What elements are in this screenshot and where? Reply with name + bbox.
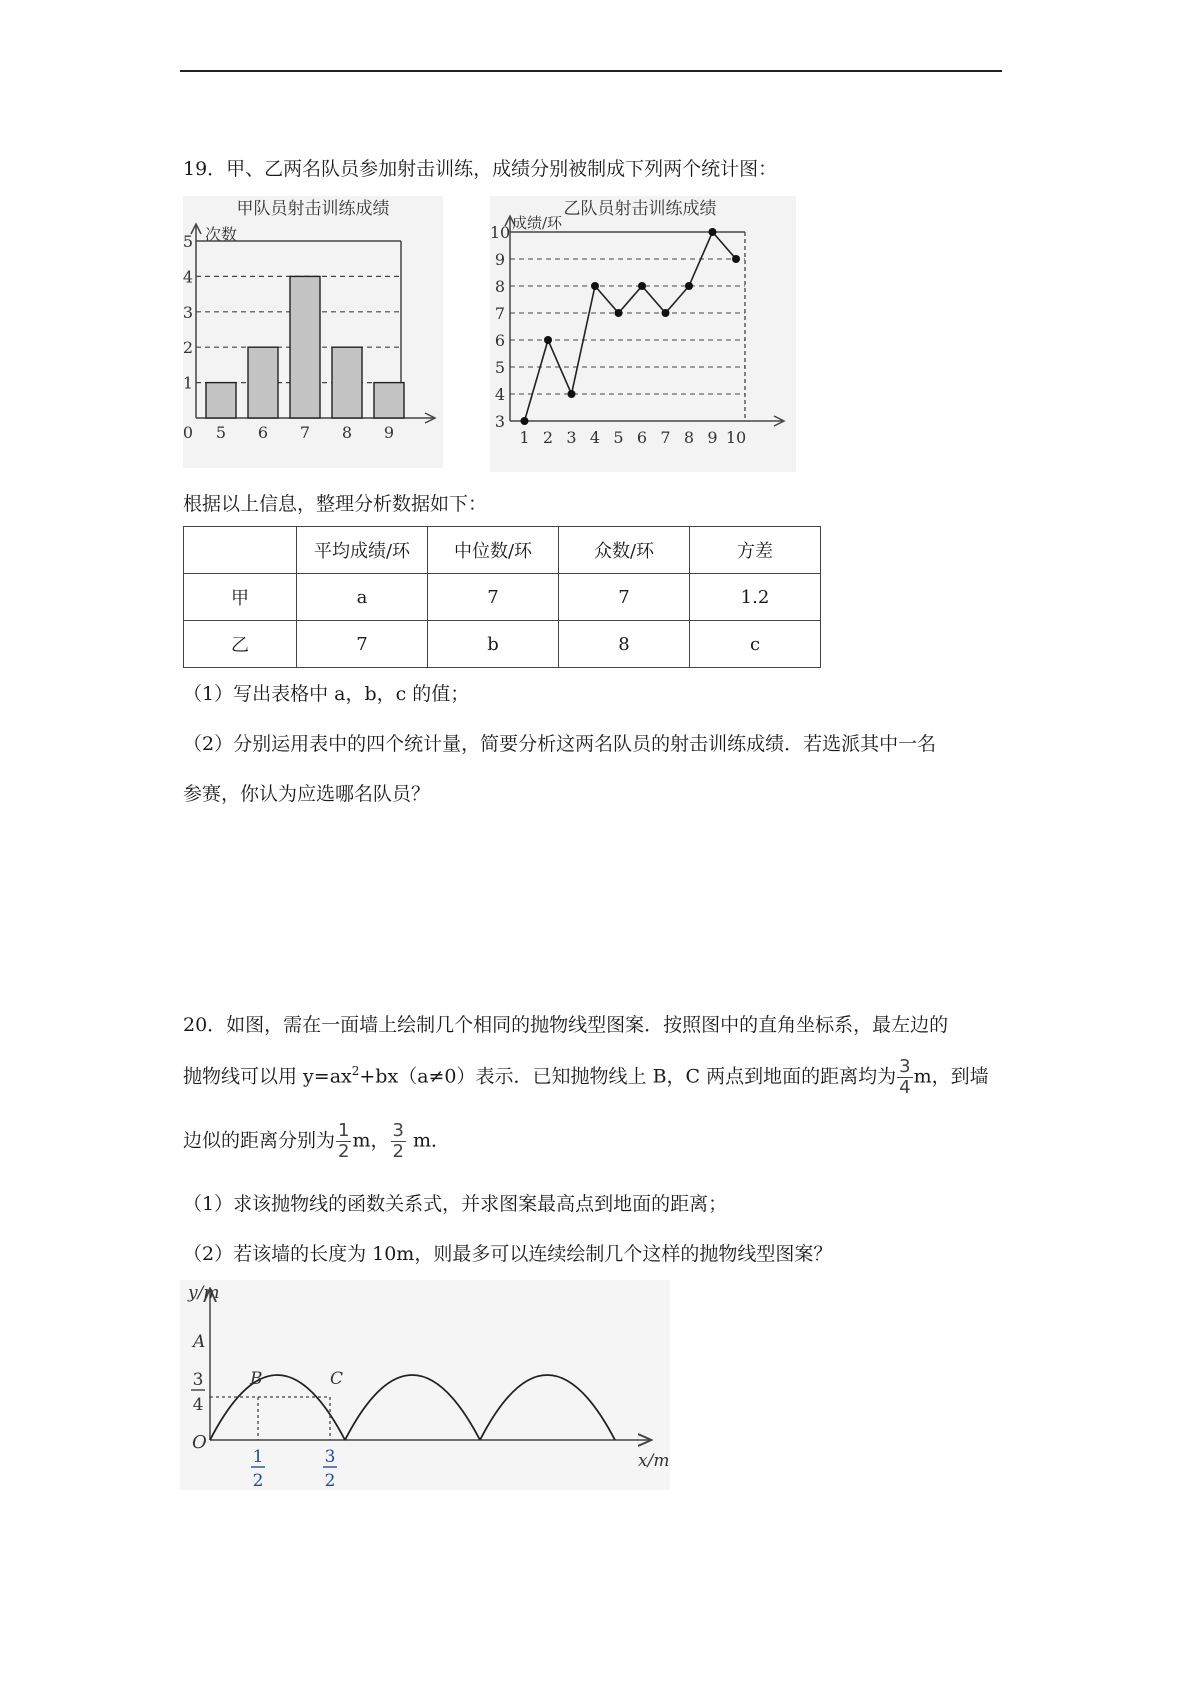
parabola-figure	[180, 1280, 670, 1490]
table-header-row	[184, 527, 821, 574]
x-tick-label: 6	[257, 423, 269, 442]
bar	[206, 383, 236, 418]
y-tick-label: 5	[183, 232, 194, 251]
y-tick-label: 4	[494, 385, 506, 404]
y-tick-label: 4	[183, 267, 194, 287]
x-tick-label: 1	[519, 428, 530, 447]
q19-part1: （1）写出表格中 a，b，c 的值；	[183, 683, 470, 705]
data-point	[709, 228, 717, 236]
data-point	[685, 282, 693, 290]
origin-label: 0	[183, 423, 194, 442]
table-cell: 7	[428, 574, 559, 621]
point-b-label: B	[250, 1369, 263, 1389]
q19-stem: 19．甲、乙两名队员参加射击训练，成绩分别被制成下列两个统计图：	[183, 158, 778, 180]
header-cell: 方差	[690, 527, 821, 574]
fraction-three-quarters: $\frac{3}{4}$	[899, 1056, 911, 1098]
x-tick-2-den: 2	[324, 1471, 336, 1490]
q19-part2-line1: （2）分别运用表中的四个统计量，简要分析这两名队员的射击训练成绩．若选派其中一名	[183, 733, 937, 755]
x-tick-label: 4	[589, 428, 601, 447]
y-axis-label: y/m	[188, 1283, 220, 1303]
bar	[290, 276, 320, 418]
x-tick-label: 10	[725, 428, 747, 447]
x-tick-2-num: 3	[324, 1447, 336, 1467]
q20-line2-text-a: 抛物线可以用 y=ax	[183, 1065, 352, 1088]
data-point	[591, 282, 599, 290]
y-tick-den: 4	[192, 1395, 204, 1415]
data-point	[662, 309, 670, 317]
x-tick-1-num: 1	[252, 1447, 264, 1467]
stats-table	[183, 526, 821, 668]
header-cell	[184, 527, 297, 574]
series-line	[525, 232, 737, 421]
x-axis-label: x/m	[638, 1451, 670, 1471]
table-cell: 1.2	[690, 574, 821, 621]
header-cell: 中位数/环	[428, 527, 559, 574]
header-cell: 众数/环	[559, 527, 690, 574]
data-point	[638, 282, 646, 290]
bar-chart-jia	[183, 196, 443, 468]
x-tick-label: 6	[636, 428, 648, 447]
q20-part1: （1）求该抛物线的函数关系式，并求图案最高点到地面的距离；	[183, 1193, 728, 1215]
y-tick-label: 2	[183, 338, 194, 358]
x-tick-label: 3	[566, 428, 577, 447]
y-tick-label: 10	[490, 223, 511, 242]
exponent: 2	[351, 1064, 360, 1079]
y-tick-label: 5	[494, 358, 506, 377]
y-tick-label: 8	[494, 277, 506, 296]
x-tick-label: 7	[660, 428, 671, 447]
y-axis-label: 成绩/环	[512, 214, 563, 232]
data-point	[568, 390, 576, 398]
parabola-1	[210, 1375, 345, 1440]
data-point	[615, 309, 623, 317]
bar	[248, 347, 278, 418]
table-cell: 8	[559, 621, 690, 668]
q20-line3-text-c: m．	[406, 1129, 451, 1152]
table-cell: 乙	[184, 621, 297, 668]
header-rule	[180, 70, 1002, 72]
point-a-label: A	[193, 1332, 206, 1352]
parabola-3	[480, 1375, 615, 1440]
chart-title: 甲队员射击训练成绩	[236, 199, 390, 219]
y-axis-label: 次数	[205, 225, 238, 244]
y-tick-label: 3	[183, 302, 194, 322]
x-tick-label: 5	[613, 428, 624, 447]
y-tick-label: 6	[494, 331, 506, 350]
x-tick-label: 9	[383, 423, 395, 442]
q19-part2-line2: 参赛，你认为应选哪名队员？	[183, 783, 431, 805]
x-tick-label: 2	[542, 428, 554, 447]
parabola-2	[345, 1375, 480, 1440]
y-tick-num: 3	[192, 1370, 204, 1390]
q19-lead: 根据以上信息，整理分析数据如下：	[183, 493, 488, 515]
data-point	[544, 336, 552, 344]
origin-label: O	[192, 1432, 207, 1453]
q20-line3	[183, 1122, 450, 1161]
y-tick-label: 1	[183, 373, 194, 393]
table-cell: 7	[559, 574, 690, 621]
q20-line2-text-b: +bx（a≠0）表示．已知抛物线上 B，C 两点到地面的距离均为	[359, 1065, 897, 1088]
data-point	[732, 255, 740, 263]
q20-part2: （2）若该墙的长度为 10m，则最多可以连续绘制几个这样的抛物线型图案？	[183, 1243, 833, 1265]
x-tick-label: 5	[215, 423, 227, 442]
x-tick-label: 8	[341, 423, 353, 442]
bar	[332, 347, 362, 418]
chart-title: 乙队员射击训练成绩	[563, 199, 717, 219]
line-chart-yi	[490, 196, 796, 472]
fraction-three-halves: $\frac{3}{2}$	[392, 1120, 404, 1162]
q20-line3-text-b: m，	[352, 1129, 390, 1152]
bar	[374, 383, 404, 418]
x-tick-label: 9	[707, 428, 718, 447]
table-row	[184, 621, 821, 668]
point-c-label: C	[330, 1369, 344, 1389]
fraction-one-half: $\frac{1}{2}$	[338, 1120, 350, 1162]
y-tick-label: 7	[494, 304, 506, 323]
header-cell: 平均成绩/环	[297, 527, 428, 574]
table-row	[184, 574, 821, 621]
x-tick-label: 7	[299, 423, 311, 442]
y-tick-label: 9	[494, 250, 506, 269]
data-point	[521, 417, 529, 425]
q20-line1: 20．如图，需在一面墙上绘制几个相同的抛物线型图案．按照图中的直角坐标系，最左边的	[183, 1014, 949, 1036]
x-tick-1-den: 2	[252, 1471, 264, 1490]
table-cell: b	[428, 621, 559, 668]
q20-line2	[183, 1058, 989, 1097]
y-tick-label: 3	[494, 412, 506, 431]
q20-line3-text-a: 边似的距离分别为	[183, 1129, 336, 1152]
table-cell: a	[297, 574, 428, 621]
table-cell: 甲	[184, 574, 297, 621]
table-cell: c	[690, 621, 821, 668]
q20-line2-text-c: m，到墙	[913, 1065, 989, 1088]
x-tick-label: 8	[683, 428, 695, 447]
table-cell: 7	[297, 621, 428, 668]
